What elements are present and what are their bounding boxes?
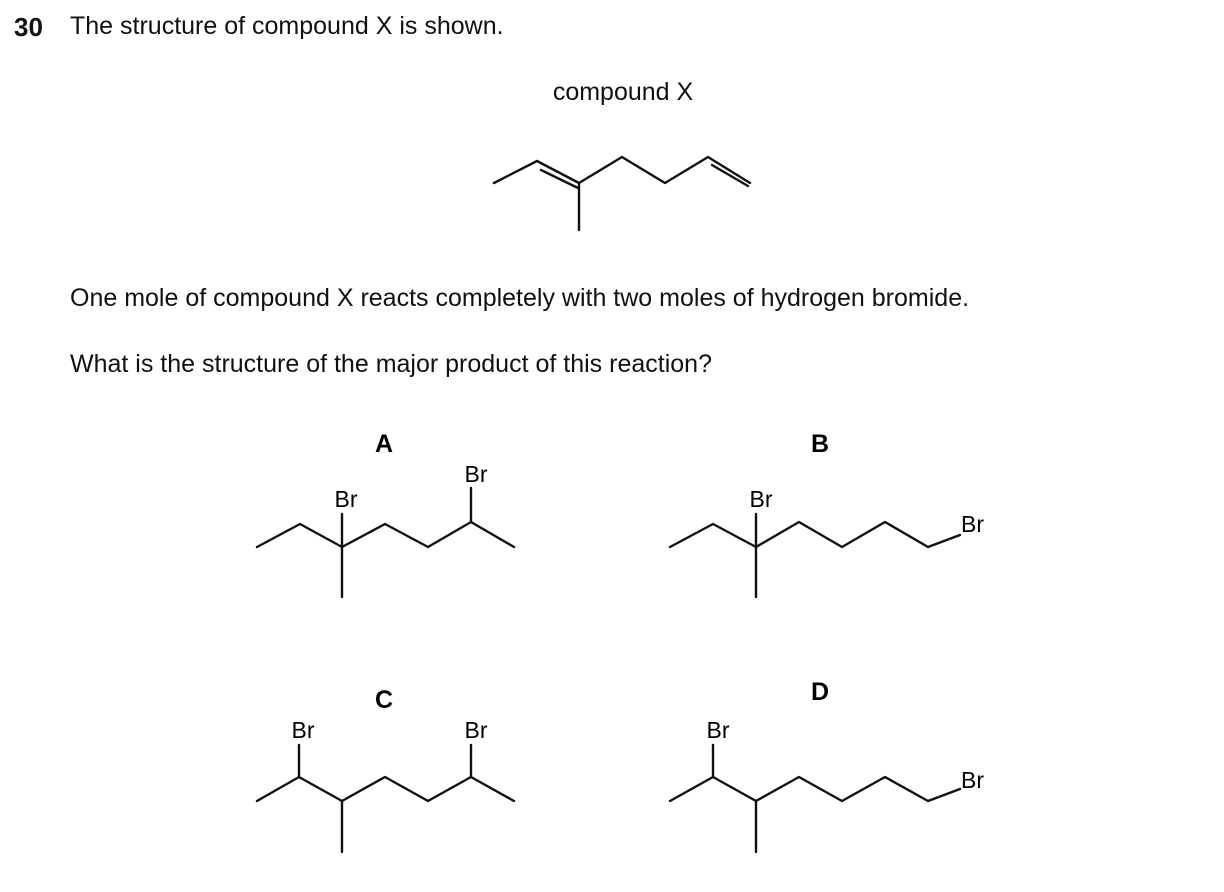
option-b-structure: [670, 514, 960, 597]
option-d-structure: [670, 745, 960, 852]
option-c-letter: C: [374, 686, 394, 714]
option-a-br-label-1: Br: [334, 486, 358, 512]
option-a-structure: [257, 488, 514, 597]
question-intro: The structure of compound X is shown.: [70, 12, 504, 40]
option-a-letter: A: [374, 430, 394, 458]
option-c-br-label-1: Br: [291, 717, 315, 743]
option-d-letter: D: [810, 678, 830, 706]
compound-x-structure: [494, 157, 750, 230]
option-b-br-label-2: Br: [961, 511, 984, 537]
option-b[interactable]: [670, 430, 984, 597]
question-statement: One mole of compound X reacts completely with two moles of hydrogen bromide.: [70, 284, 970, 312]
option-c-br-label-2: Br: [464, 717, 488, 743]
option-c-structure: [257, 745, 514, 852]
option-d[interactable]: [670, 678, 984, 852]
compound-x-caption: compound X: [552, 78, 694, 106]
option-c[interactable]: [257, 686, 514, 852]
option-a[interactable]: [257, 430, 514, 597]
option-a-br-label-2: Br: [464, 461, 488, 487]
option-b-letter: B: [810, 430, 830, 458]
option-d-br-label-2: Br: [961, 767, 984, 793]
question-number: 30: [14, 12, 43, 42]
option-b-br-label-1: Br: [749, 486, 773, 512]
option-d-br-label-1: Br: [706, 717, 730, 743]
question-prompt: What is the structure of the major product of this reaction?: [70, 350, 712, 378]
